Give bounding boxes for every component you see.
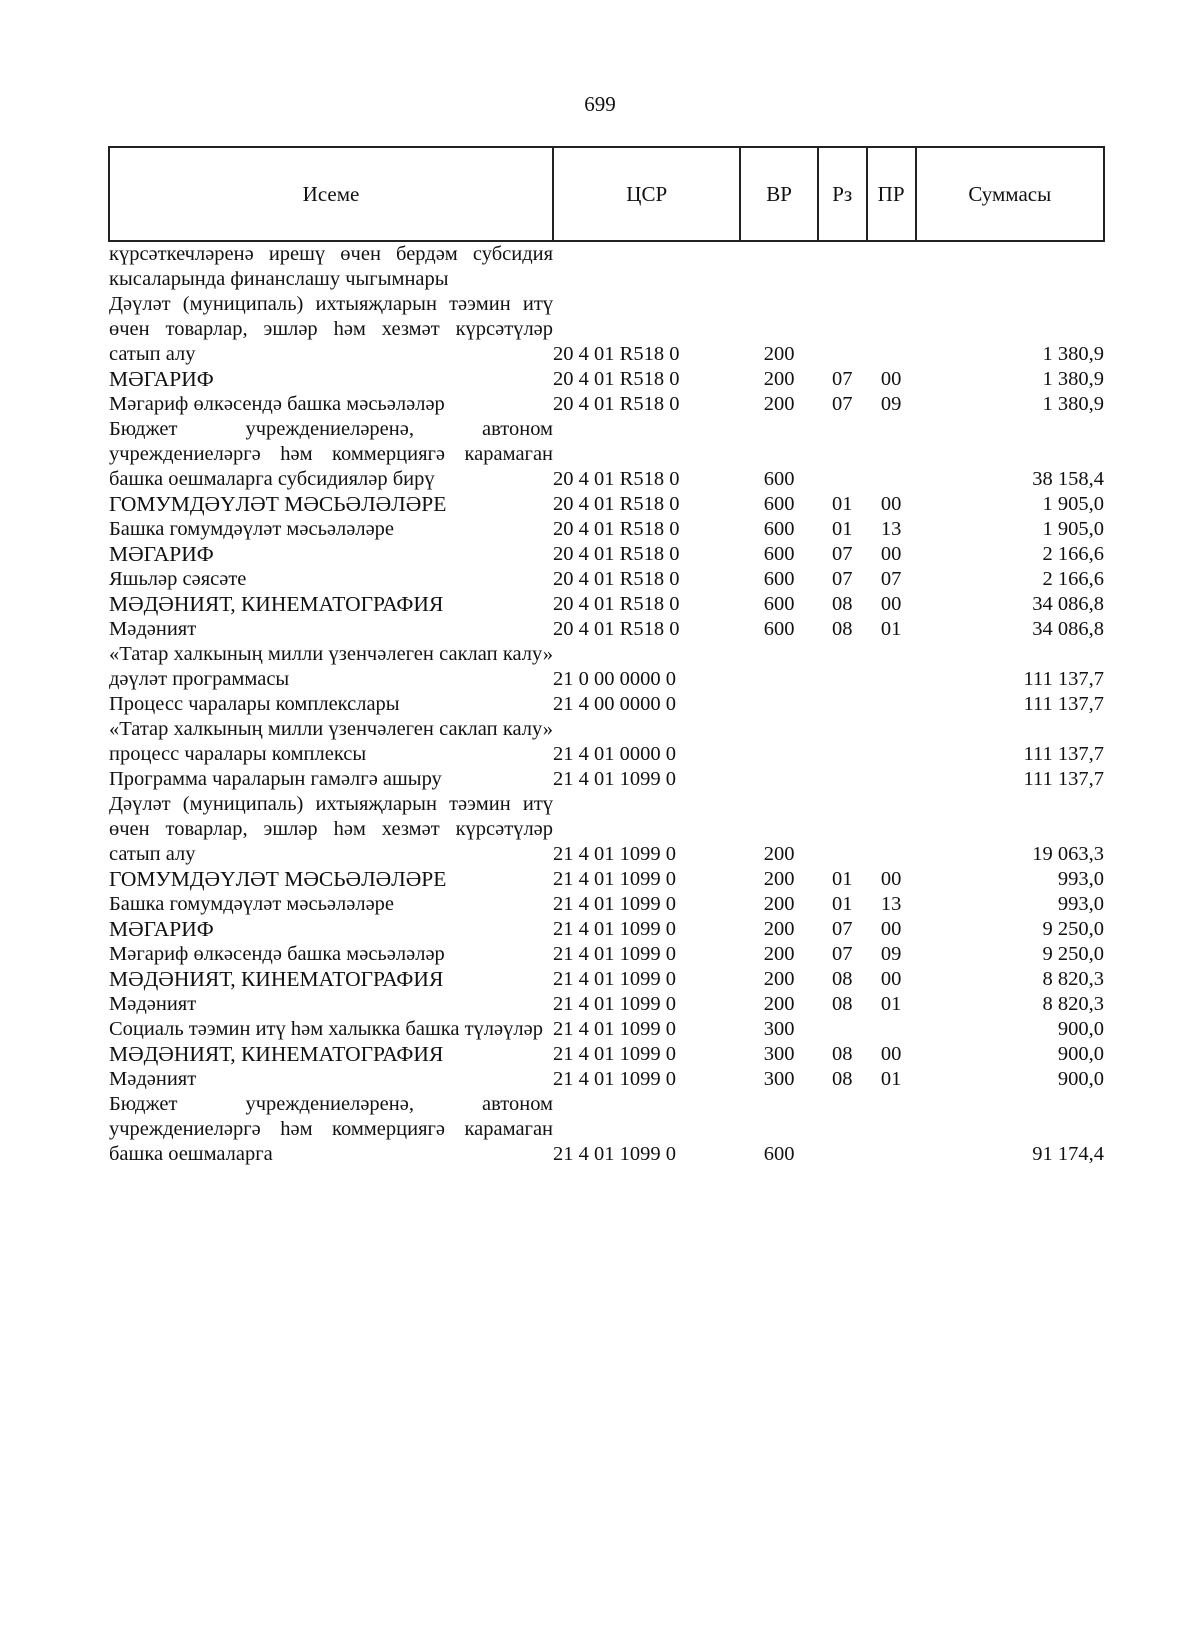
row-csr-code: 20 4 01 R518 0 <box>553 618 680 640</box>
row-vr-code: 200 <box>763 843 795 865</box>
table-row <box>109 692 1104 717</box>
row-name: Мәдәният <box>109 993 197 1015</box>
table-row <box>109 967 1104 992</box>
row-vr-code <box>740 717 817 767</box>
column-header-pr: ПР <box>867 147 916 241</box>
row-pr-code <box>867 692 916 717</box>
row-pr-code: 00 <box>880 368 902 390</box>
row-rz-code <box>818 417 867 492</box>
row-sum: 9 250,0 <box>1042 918 1104 940</box>
row-rz-code: 07 <box>831 568 853 590</box>
row-pr-code: 09 <box>880 393 902 415</box>
row-vr-code <box>740 642 817 692</box>
row-pr-code: 00 <box>880 543 902 565</box>
row-vr-code: 200 <box>763 893 795 915</box>
row-rz-code: 08 <box>831 618 853 640</box>
row-name: Процесс чаралары комплекслары <box>109 693 400 715</box>
row-name: «Татар халкының милли үзенчәлеген саклап калу» процесс чаралары комплексы <box>109 718 554 765</box>
table-row <box>109 942 1104 967</box>
row-sum: 111 137,7 <box>1023 668 1104 690</box>
row-sum: 19 063,3 <box>1032 843 1104 865</box>
table-row <box>109 417 1104 492</box>
row-pr-code <box>867 1092 916 1167</box>
row-pr-code <box>867 717 916 767</box>
row-csr-code: 20 4 01 R518 0 <box>553 493 680 515</box>
row-rz-code: 01 <box>831 518 853 540</box>
row-name: Программа чараларын гамәлгә ашыру <box>109 768 442 790</box>
row-sum: 8 820,3 <box>1042 968 1104 990</box>
table-row <box>109 567 1104 592</box>
row-name: Мәдәният <box>109 618 197 640</box>
column-header-csr: ЦСР <box>553 147 740 241</box>
row-name: ГОМУМДӘҮЛӘТ МӘСЬӘЛӘЛӘРЕ <box>109 867 447 891</box>
row-name: «Татар халкының милли үзенчәлеген саклап калу» дәүләт программасы <box>109 643 554 690</box>
row-vr-code: 600 <box>763 493 795 515</box>
row-pr-code: 00 <box>880 1043 902 1065</box>
row-sum: 2 166,6 <box>1042 568 1104 590</box>
row-rz-code: 07 <box>831 543 853 565</box>
row-name: Бюджет учреждениеләренә, автоном учреждениеләргә һәм коммерциягә карамаган башка оешмаларга <box>109 1093 554 1165</box>
row-rz-code: 07 <box>831 943 853 965</box>
row-csr-code: 21 4 01 1099 0 <box>553 918 677 940</box>
row-name: Мәдәният <box>109 1068 197 1090</box>
row-sum: 1 905,0 <box>1042 518 1104 540</box>
row-sum: 111 137,7 <box>1023 693 1104 715</box>
row-rz-code: 01 <box>831 493 853 515</box>
table-header <box>109 147 1104 241</box>
row-sum: 1 905,0 <box>1042 493 1104 515</box>
row-sum: 993,0 <box>1057 868 1104 890</box>
row-vr-code: 200 <box>763 393 795 415</box>
row-vr-code <box>740 241 817 292</box>
row-csr-code: 20 4 01 R518 0 <box>553 593 680 615</box>
column-header-rz: Рз <box>818 147 867 241</box>
row-vr-code: 600 <box>763 543 795 565</box>
row-csr-code: 20 4 01 R518 0 <box>553 543 680 565</box>
row-rz-code <box>818 1092 867 1167</box>
row-sum: 111 137,7 <box>1023 768 1104 790</box>
row-vr-code: 600 <box>763 618 795 640</box>
row-name: МӘДӘНИЯТ, КИНЕМАТОГРАФИЯ <box>109 592 444 616</box>
row-rz-code: 08 <box>831 968 853 990</box>
row-sum: 111 137,7 <box>1023 743 1104 765</box>
row-csr-code <box>553 241 740 292</box>
row-csr-code: 21 4 01 1099 0 <box>553 893 677 915</box>
row-pr-code <box>867 292 916 367</box>
row-csr-code: 20 4 01 R518 0 <box>553 368 680 390</box>
row-rz-code: 07 <box>831 393 853 415</box>
row-sum: 1 380,9 <box>1042 393 1104 415</box>
row-vr-code: 600 <box>763 468 795 490</box>
row-rz-code <box>818 292 867 367</box>
row-csr-code: 21 4 01 1099 0 <box>553 993 677 1015</box>
row-csr-code: 21 4 01 1099 0 <box>553 768 677 790</box>
row-vr-code: 600 <box>763 593 795 615</box>
table-row <box>109 867 1104 892</box>
row-vr-code: 200 <box>763 968 795 990</box>
row-pr-code: 13 <box>880 518 902 540</box>
row-name: МӘГАРИФ <box>109 917 214 941</box>
row-rz-code: 01 <box>831 893 853 915</box>
row-pr-code <box>867 792 916 867</box>
row-vr-code: 200 <box>763 368 795 390</box>
table-row <box>109 767 1104 792</box>
row-sum: 2 166,6 <box>1042 543 1104 565</box>
row-csr-code: 21 0 00 0000 0 <box>553 668 677 690</box>
row-pr-code: 09 <box>880 943 902 965</box>
row-sum: 900,0 <box>1057 1018 1104 1040</box>
row-pr-code <box>867 241 916 292</box>
row-pr-code: 01 <box>880 618 902 640</box>
column-header-vr: ВР <box>740 147 817 241</box>
row-name: Башка гомумдәүләт мәсьәләләре <box>109 518 395 540</box>
row-pr-code: 07 <box>880 568 902 590</box>
row-name: МӘДӘНИЯТ, КИНЕМАТОГРАФИЯ <box>109 967 444 991</box>
row-sum: 8 820,3 <box>1042 993 1104 1015</box>
row-vr-code <box>740 692 817 717</box>
row-pr-code <box>867 417 916 492</box>
row-name: Башка гомумдәүләт мәсьәләләре <box>109 893 395 915</box>
row-pr-code: 00 <box>880 968 902 990</box>
table-row <box>109 992 1104 1017</box>
table-row <box>109 392 1104 417</box>
row-csr-code: 21 4 01 1099 0 <box>553 843 677 865</box>
row-pr-code <box>867 1017 916 1042</box>
table-row <box>109 367 1104 392</box>
row-sum: 34 086,8 <box>1032 593 1104 615</box>
row-csr-code: 21 4 01 1099 0 <box>553 943 677 965</box>
row-csr-code: 21 4 01 0000 0 <box>553 743 677 765</box>
table-row <box>109 592 1104 617</box>
row-pr-code: 01 <box>880 1068 902 1090</box>
row-pr-code: 00 <box>880 918 902 940</box>
row-pr-code <box>867 642 916 692</box>
table-row <box>109 517 1104 542</box>
row-pr-code: 00 <box>880 868 902 890</box>
row-name: Яшьләр сәясәте <box>109 568 247 590</box>
row-csr-code: 20 4 01 R518 0 <box>553 468 680 490</box>
row-name: Мәгариф өлкәсендә башка мәсьәләләр <box>109 943 445 965</box>
row-pr-code: 00 <box>880 593 902 615</box>
row-pr-code <box>867 767 916 792</box>
row-csr-code: 20 4 01 R518 0 <box>553 343 680 365</box>
table-row <box>109 542 1104 567</box>
row-csr-code: 20 4 01 R518 0 <box>553 518 680 540</box>
row-sum: 993,0 <box>1057 893 1104 915</box>
row-vr-code: 200 <box>763 343 795 365</box>
row-name: Дәүләт (муниципаль) ихтыяҗларын тәэмин итү өчен товарлар, эшләр һәм хезмәт күрсәтүләр сатып алу <box>109 793 554 865</box>
row-vr-code: 300 <box>763 1043 795 1065</box>
table-row <box>109 617 1104 642</box>
table-row <box>109 1017 1104 1042</box>
row-pr-code: 13 <box>880 893 902 915</box>
row-name: МӘГАРИФ <box>109 542 214 566</box>
row-rz-code <box>818 692 867 717</box>
table-row <box>109 792 1104 867</box>
table-body <box>109 241 1104 1167</box>
row-name: Бюджет учреждениеләренә, автоном учреждениеләргә һәм коммерциягә карамаган башка оешмаларга субсидияләр бирү <box>109 418 554 490</box>
row-csr-code: 21 4 01 1099 0 <box>553 1018 677 1040</box>
row-vr-code: 200 <box>763 918 795 940</box>
row-name: ГОМУМДӘҮЛӘТ МӘСЬӘЛӘЛӘРЕ <box>109 492 447 516</box>
row-sum: 900,0 <box>1057 1068 1104 1090</box>
row-sum: 9 250,0 <box>1042 943 1104 965</box>
row-sum: 34 086,8 <box>1032 618 1104 640</box>
table-row <box>109 241 1104 292</box>
table-row <box>109 642 1104 692</box>
row-rz-code: 07 <box>831 368 853 390</box>
row-vr-code: 600 <box>763 518 795 540</box>
row-csr-code: 20 4 01 R518 0 <box>553 393 680 415</box>
table-row <box>109 1042 1104 1067</box>
row-rz-code: 01 <box>831 868 853 890</box>
row-pr-code: 00 <box>880 493 902 515</box>
row-name: Мәгариф өлкәсендә башка мәсьәләләр <box>109 393 445 415</box>
row-rz-code <box>818 1017 867 1042</box>
table-row <box>109 717 1104 767</box>
row-sum: 38 158,4 <box>1032 468 1104 490</box>
row-name: Социаль тәэмин итү һәм халыкка башка түләүләр <box>109 1018 543 1040</box>
row-rz-code <box>818 642 867 692</box>
row-sum: 1 380,9 <box>1042 368 1104 390</box>
row-rz-code: 08 <box>831 1043 853 1065</box>
row-name: МӘДӘНИЯТ, КИНЕМАТОГРАФИЯ <box>109 1042 444 1066</box>
row-sum: 91 174,4 <box>1032 1143 1104 1165</box>
row-rz-code <box>818 717 867 767</box>
row-rz-code: 08 <box>831 993 853 1015</box>
table-row <box>109 292 1104 367</box>
row-csr-code: 21 4 01 1099 0 <box>553 1143 677 1165</box>
row-pr-code: 01 <box>880 993 902 1015</box>
row-csr-code: 21 4 01 1099 0 <box>553 968 677 990</box>
page-number: 699 <box>584 92 616 116</box>
row-vr-code: 200 <box>763 868 795 890</box>
row-vr-code <box>740 767 817 792</box>
row-name: МӘГАРИФ <box>109 367 214 391</box>
row-rz-code <box>818 792 867 867</box>
row-vr-code: 200 <box>763 993 795 1015</box>
column-header-name: Исеме <box>109 147 553 241</box>
row-vr-code: 200 <box>763 943 795 965</box>
row-rz-code: 08 <box>831 593 853 615</box>
row-sum: 1 380,9 <box>1042 343 1104 365</box>
row-sum <box>916 241 1104 292</box>
row-vr-code: 600 <box>763 1143 795 1165</box>
row-rz-code: 07 <box>831 918 853 940</box>
table-row <box>109 892 1104 917</box>
row-vr-code: 300 <box>763 1018 795 1040</box>
table-row <box>109 1092 1104 1167</box>
row-rz-code: 08 <box>831 1068 853 1090</box>
row-name: Дәүләт (муниципаль) ихтыяҗларын тәэмин итү өчен товарлар, эшләр һәм хезмәт күрсәтүләр сатып алу <box>109 293 554 365</box>
row-vr-code: 600 <box>763 568 795 590</box>
row-csr-code: 21 4 00 0000 0 <box>553 693 677 715</box>
row-csr-code: 20 4 01 R518 0 <box>553 568 680 590</box>
row-rz-code <box>818 241 867 292</box>
column-header-sum: Суммасы <box>916 147 1104 241</box>
row-sum: 900,0 <box>1057 1043 1104 1065</box>
table-row <box>109 492 1104 517</box>
budget-table <box>108 146 1105 1167</box>
row-name: күрсәткечләренә ирешү өчен бердәм субсидия кысаларында финанслашу чыгымнары <box>109 243 554 290</box>
table-row <box>109 917 1104 942</box>
row-rz-code <box>818 767 867 792</box>
row-csr-code: 21 4 01 1099 0 <box>553 1068 677 1090</box>
row-vr-code: 300 <box>763 1068 795 1090</box>
table-row <box>109 1067 1104 1092</box>
row-csr-code: 21 4 01 1099 0 <box>553 1043 677 1065</box>
row-csr-code: 21 4 01 1099 0 <box>553 868 677 890</box>
